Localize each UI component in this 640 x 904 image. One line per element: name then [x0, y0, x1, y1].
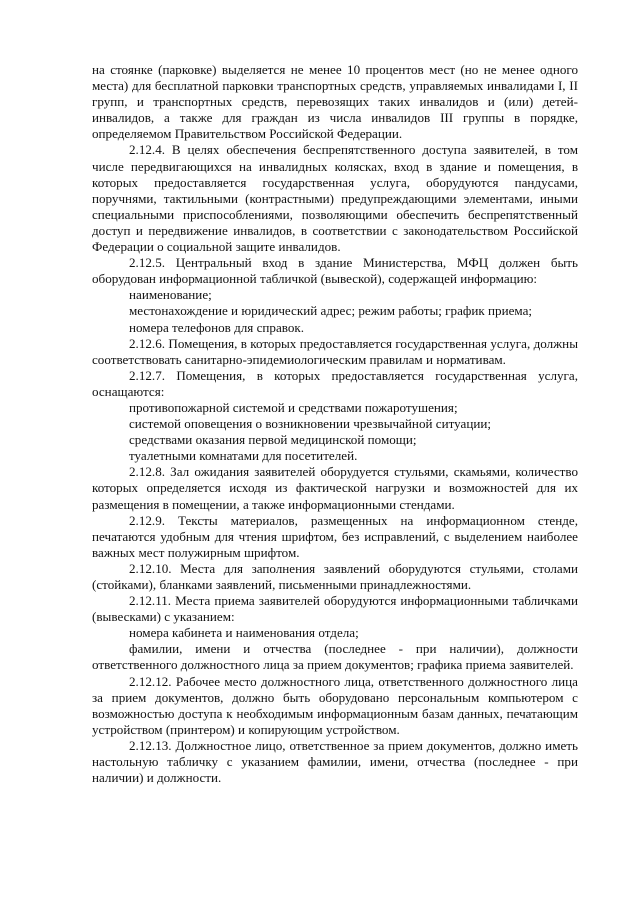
paragraph-continuation-parking: на стоянке (парковке) выделяется не менее 10 процентов мест (но не менее одного места) для бесплатной парковки транспортных средств, управляемых инвалидами I, II групп, и транспортных средств, перевозящих таких инвалидов и (или) детей-инвалидов, а также для граждан из числа инвалидов III группы в порядке, определяемом Правительством Российской Федерации. [92, 62, 578, 142]
list-item: номера телефонов для справок. [129, 319, 305, 335]
paragraph-2-12-7: 2.12.7. Помещения, в которых предоставляется государственная услуга, оснащаются: [92, 367, 578, 399]
list-item: наименование; [129, 287, 212, 303]
paragraph-2-12-12: 2.12.12. Рабочее место должностного лица, ответственного должностного лица за прием документов, должно быть оборудовано персональным компьютером с возможностью доступа к необходимым информационным базам данных, печатающим устройством (принтером) и копирующим устройством. [92, 673, 578, 737]
document-page [92, 62, 578, 786]
paragraph-2-12-5: 2.12.5. Центральный вход в здание Министерства, МФЦ должен быть оборудован информационной табличкой (вывеской), содержащей информацию: [92, 255, 578, 287]
paragraph-2-12-11: 2.12.11. Места приема заявителей оборудуются информационными табличками (вывесками) с указанием: [92, 593, 578, 625]
list-item: номера кабинета и наименования отдела; [129, 625, 359, 641]
paragraph-2-12-8: 2.12.8. Зал ожидания заявителей оборудуется стульями, скамьями, количество которых определяется исходя из фактической нагрузки и возможностей для их размещения в помещении, а также информационными стендами. [92, 464, 578, 512]
list-item: системой оповещения о возникновении чрезвычайной ситуации; [129, 416, 491, 432]
paragraph-2-12-10: 2.12.10. Места для заполнения заявлений оборудуются стульями, столами (стойками), бланками заявлений, письменными принадлежностями. [92, 560, 578, 592]
paragraph-2-12-6: 2.12.6. Помещения, в которых предоставляется государственная услуга, должны соответствовать санитарно-эпидемиологическим правилам и нормативам. [92, 335, 578, 367]
list-item-multiline: фамилии, имени и отчества (последнее - при наличии), должности ответственного должностного лица за прием документов; графика приема заявителей. [92, 641, 578, 673]
list-item: средствами оказания первой медицинской помощи; [129, 432, 417, 448]
list-item: туалетными комнатами для посетителей. [129, 448, 358, 464]
paragraph-2-12-4: 2.12.4. В целях обеспечения беспрепятственного доступа заявителей, в том числе передвигающихся на инвалидных колясках, вход в здание и помещения, в которых предоставляется государственная услуга, оборудуются пандусами, поручнями, тактильными (контрастными) предупреждающими элементами, иными специальными приспособлениями, позволяющими обеспечить беспрепятственный доступ и передвижение инвалидов, в соответствии с законодательством Российской Федерации о социальной защите инвалидов. [92, 142, 578, 255]
list-item: местонахождение и юридический адрес; режим работы; график приема; [129, 303, 533, 319]
paragraph-2-12-9: 2.12.9. Тексты материалов, размещенных на информационном стенде, печатаются удобным для чтения шрифтом, без исправлений, с выделением наиболее важных мест полужирным шрифтом. [92, 512, 578, 560]
list-item: противопожарной системой и средствами пожаротушения; [129, 399, 458, 415]
paragraph-2-12-13: 2.12.13. Должностное лицо, ответственное за прием документов, должно иметь настольную табличку с указанием фамилии, имени, отчества (последнее - при наличии) и должности. [92, 737, 578, 786]
